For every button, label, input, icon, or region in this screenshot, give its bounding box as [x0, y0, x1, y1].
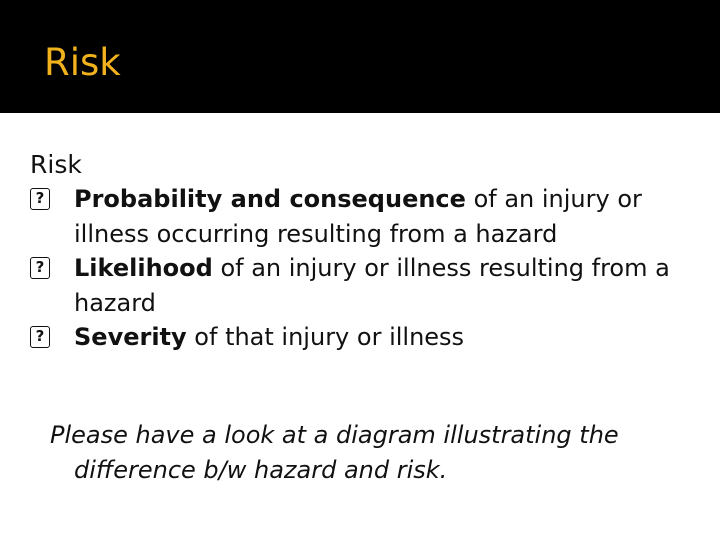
- bullet-item: [30, 182, 702, 251]
- bullet-item: [30, 251, 702, 320]
- bullet-item: [30, 320, 702, 355]
- bullet-bold-text: Severity: [74, 323, 187, 351]
- bullet-placeholder-icon: ?: [30, 188, 50, 210]
- bullet-text: of that injury or illness: [186, 323, 465, 351]
- bullet-placeholder-icon: ?: [30, 326, 50, 348]
- slide-title: Risk: [44, 41, 121, 84]
- title-bar: [0, 0, 720, 113]
- bullet-text: of an injury or illness occurring resulting from a hazard: [74, 185, 642, 248]
- bullet-bold-text: Likelihood: [74, 254, 213, 282]
- bullet-bold-text: Probability and consequence: [74, 185, 466, 213]
- bullet-placeholder-icon: ?: [30, 257, 50, 279]
- diagram-note: Please have a look at a diagram illustrating the difference b/w hazard and risk.: [50, 421, 619, 484]
- slide-content: [30, 148, 702, 355]
- bullet-text: of an injury or illness resulting from a hazard: [74, 254, 670, 317]
- section-heading: Risk: [30, 150, 82, 179]
